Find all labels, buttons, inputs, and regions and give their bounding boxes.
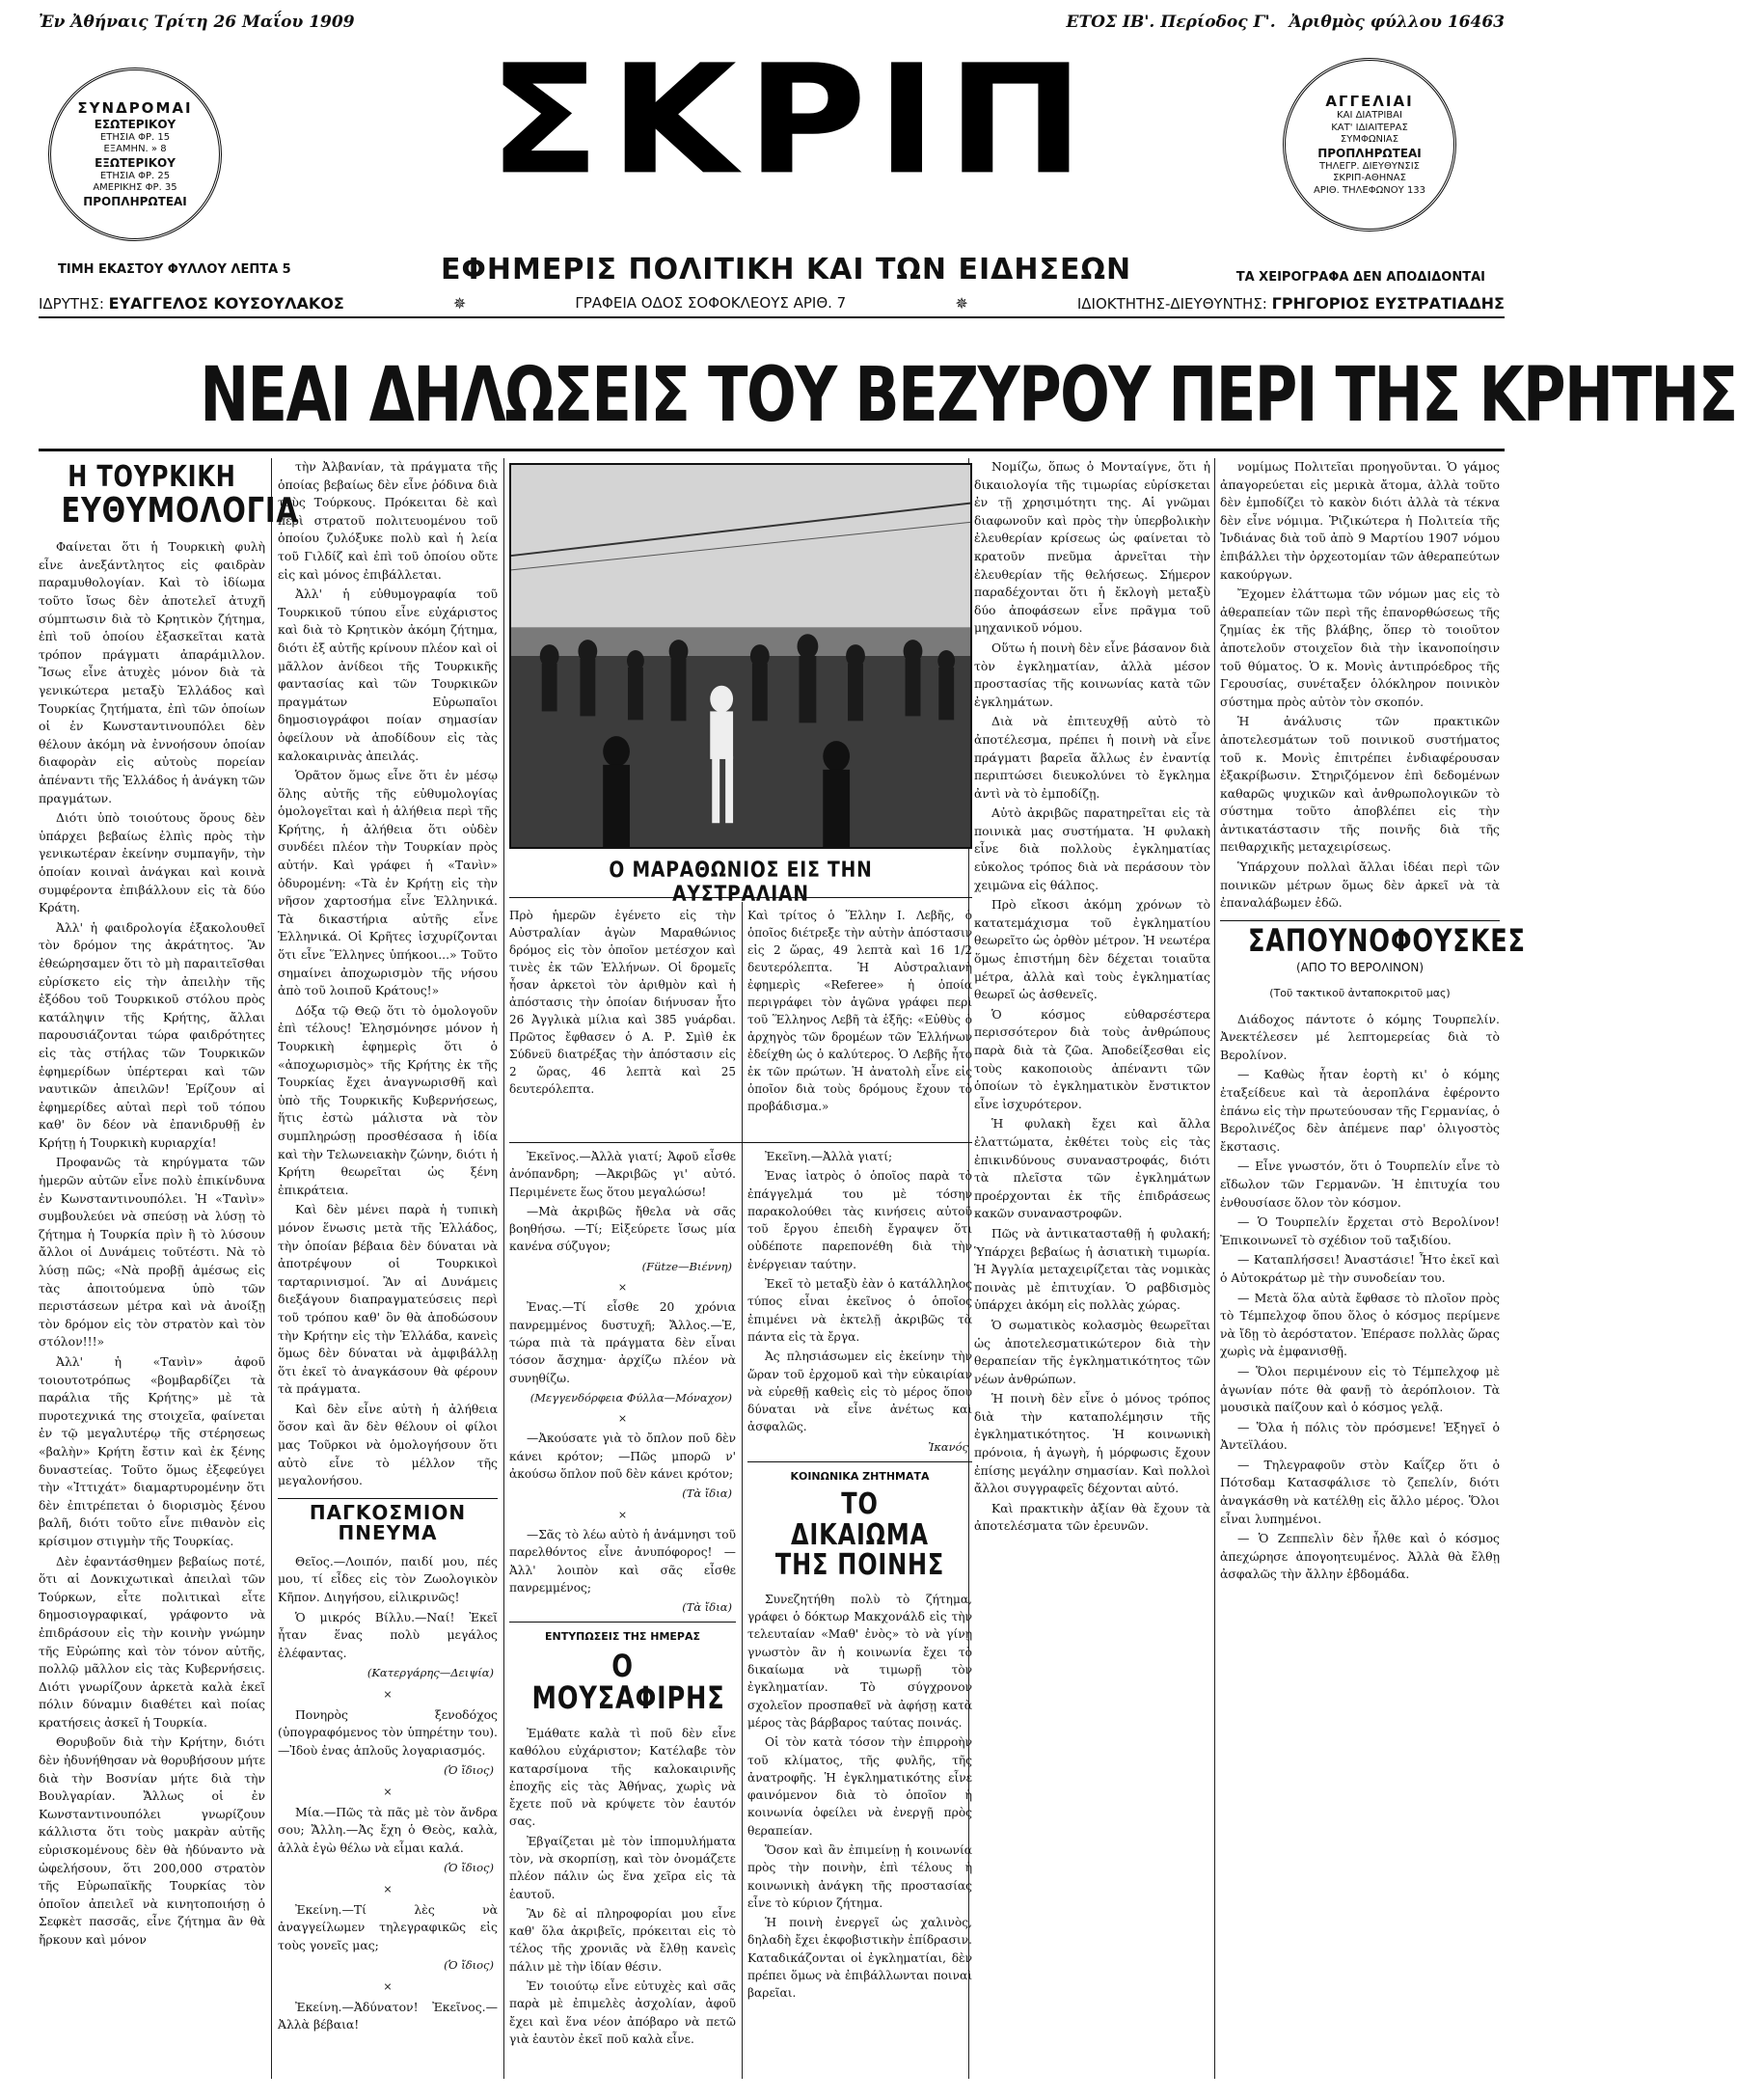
paragraph: Πῶς νὰ ἀντικατασταθῇ ἡ φυλακή; Ὑπάρχει βεβαίως ἡ ἀσιατικὴ τιμωρία. Ἡ Ἀγγλία μεταχειρίζεται τὰς νομικὰς ποινὰς μὲ ἐπιτυχίαν. Ὁ ραβδισμὸς ὑπάρχει ἀκόμη εἰς πολλὰς χώρας. <box>974 1225 1210 1313</box>
column-divider <box>503 458 504 2079</box>
main-headline: ΝΕΑΙ ΔΗΛΩΣΕΙΣ ΤΟΥ ΒΕΖΥΡΟΥ ΠΕΡΙ ΤΗΣ ΚΡΗΤΗΣ <box>200 352 1737 439</box>
section-kicker: ΚΟΙΝΩΝΙΚΑ ΖΗΤΗΜΑΤΑ <box>790 1470 930 1484</box>
joke: Ἐκείνη.—Ἀδύνατον! Ἐκεῖνος.—Ἀλλὰ βέβαια! <box>278 1999 498 2032</box>
paragraph: Οὕτω ἡ ποινὴ δὲν εἶνε βάσανον διὰ τὸν ἐγκληματίαν, ἀλλὰ μέσον προστασίας τῆς κοινωνίας κατὰ τῶν ἐγκλημάτων. <box>974 640 1210 709</box>
paragraph: Φαίνεται ὅτι ἡ Τουρκικὴ φυλὴ εἶνε ἀνεξάντλητος εἰς φαιδρὰν παραμυθολογίαν. Καὶ τὸ ἰδίωμα τοῦτο ἴσως δὲν ἀποτελεῖ ἀτυχῆ σύμπτωσιν διὰ τὸ Κρητικὸν ζήτημα, ἐπὶ τοῦ ὁποίου ἐξασκεῖται κατὰ τρόπον πράγματι ἀπαράμιλλον. Ἴσως εἶνε ἀτυχὲς μόνον διὰ τὰ γενικώτερα μεταξὺ Ἑλλάδος καὶ Τουρκίας ζητήματα, ἐπὶ τῶν ὁποίων οἱ ἐν Κωνσταντινουπόλει δὲν θέλουν ἀκόμη νὰ ἐννοήσουν ὁποίαν διαφορὰν εἰς αὐτοὺς πορείαν ἀπέναντι τῆς Ἑλλάδος ἡ ἀνάγκη τῶν πραγμάτων. <box>39 539 265 805</box>
article-title-line2: ΕΥΘΥΜΟΛΟΓΙΑ <box>61 490 299 531</box>
soap-bubbles-subtitle: (ΑΠΟ ΤΟ ΒΕΡΟΛΙΝΟΝ) <box>1295 961 1425 975</box>
joke-source: (Κατεργάρης—Δειψία) <box>366 1666 494 1680</box>
year-text: ΕΤΟΣ ΙΒ'. Περίοδος Γ'. <box>1066 13 1276 32</box>
subscriptions-america: ΑΜΕΡΙΚΗΣ ΦΡ. 35 <box>93 182 177 194</box>
paragraph: — Ὁ Ζεππελὶν δὲν ἦλθε καὶ ὁ κόσμος ἀπεχώρησε ἀπογοητευμένος. Ἀλλὰ θὰ ἔλθῃ ἀσφαλῶς τὴν ἄλλην ἑβδομάδα. <box>1220 1531 1500 1582</box>
column-turkish-humor <box>39 458 299 2079</box>
correspondent-note: (Τοῦ τακτικοῦ ἀνταποκριτοῦ μας) <box>1269 987 1451 1000</box>
paragraph: Ἐκεῖνη.—Ἀλλὰ γιατί; <box>765 1150 893 1163</box>
ads-seal <box>1283 58 1456 232</box>
paragraph: Καὶ δὲν εἶνε αὐτὴ ἡ ἀλήθεια ὅσον καὶ ἂν δὲν θέλουν οἱ φίλοι μας Τοῦρκοι νὰ ὁμολογήσουν ὅτι αὐτὸ εἶνε τὸ μέλλον τῆς μεγαλονήσου. <box>278 1401 498 1488</box>
paragraph: Ἀλλ' ἡ «Τανὶν» ἀφοῦ τοιουτοτρόπως «βομβαρδίζει τὰ παράλια τῆς Κρήτης» μὲ τὰ πυροτεχνικά της στοιχεῖα, φαίνεται ἐν τῷ μεγαλυτέρῳ τῆς στέρησεως «βαλὴν» Κρήτη ἔστιν καὶ ἐκ ξένης δυναστείας. Τοῦτο ὅμως ἐξεφεύγει τὴν «Ἰττιχάτ» διαμαρτυρομένην ὅτι δὲν ἐπιτρέπεται ὁ διορισμὸς ξένου βαλῆ, διότι τοῦτο εἶνε πιθανὸν εἰς κρίσιμον στιγμὴν τῆς Τουρκίας. <box>39 1354 265 1548</box>
date-text: Ἐν Ἀθήναις Τρίτη 26 Μαΐου 1909 <box>39 13 355 32</box>
paragraph: Διάδοχος πάντοτε ὁ κόμης Τουρπελίν. Ἀνεκτέλεσεν μέ λεπτομερείας διὰ τὸ Βερολίνον. <box>1220 1011 1500 1062</box>
star-icon: ✵ <box>955 293 968 313</box>
paragraph: Ἐν τοιούτῳ εἶνε εὐτυχὲς καὶ σᾶς παρὰ μὲ ἐπιμελὲς ἀσχολίαν, ἀφοῦ ἔχει καὶ ἕνα νέον ἀπόβαρο νὰ πετῶ γιὰ ἑαυτὸν ἐκεῖ ποῦ καλὰ εἶνε. <box>509 1979 736 2046</box>
paragraph: Ἐκεῖ τὸ μεταξὺ ἐὰν ὁ κατάλληλος τύπος εἶναι ἐκεῖνος ὁ ὁποῖος ἐπιμένει νὰ ἐκτελῇ ἀκριβῶς τὰ πάντα εἰς τὰ ἔργα. <box>747 1277 972 1344</box>
joke: —Σᾶς τὸ λέω αὐτὸ ἡ ἀνάμνησι τοῦ παρελθόντος εἶνε ἀνυπόφορος! —Ἀλλ' λοιπὸν καὶ σᾶς εἶσθε πανρεμμένος; <box>509 1527 736 1595</box>
joke-source: (Μεγγενδόρφεια Φύλλα—Μόναχον) <box>529 1390 732 1405</box>
ads-phone: ΑΡΙΘ. ΤΗΛΕΦΩΝΟΥ 133 <box>1313 184 1426 196</box>
paragraph: Ὁ σωματικὸς κολασμὸς θεωρεῖται ὡς ἀποτελεσματικώτερον διὰ τὴν θεραπείαν τῆς ἐγκληματικότητος τῶν νέων ἀνθρώπων. <box>974 1317 1210 1386</box>
column-5 <box>974 458 1210 2079</box>
joke-source: (Fütze—Βιέννη) <box>641 1259 732 1273</box>
marathon-text-left: Πρὸ ἡμερῶν ἐγένετο εἰς τὴν Αὐστραλίαν ἀγὼν Μαραθώνιος δρόμος εἰς τὸν ὁποῖον μετέσχον καὶ τινὲς ἐκ τῶν Ἑλλήνων. Οἱ δρομεῖς ἦσαν ἀρκετοὶ τὸν ἀριθμὸν καὶ ἡ ἀπόστασις τὴν ὁποίαν διήνυσαν ἦτο 26 Ἀγγλικὰ μίλια καὶ 385 γυάρδαι. Πρῶτος ἔφθασεν ὁ Α. Ρ. Σμὶθ ἐκ Σύδνεϋ διατρέξας τὴν ἀπόστασιν εἰς 2 ὥρας, 46 λεπτὰ καὶ 25 δευτερόλεπτα. <box>509 909 736 1096</box>
paragraph: Ἡ ποινὴ ἐνεργεῖ ὡς χαλινὸς, δηλαδὴ ἔχει ἐκφοβιστικὴν ἐπίδρασιν. Καταδικάζονται οἱ ἐγκληματίαι, δὲν πρέπει ὅμως νὰ ἐπιβάλλωνται ποιναὶ βαρεῖαι. <box>747 1916 972 2001</box>
paragraph: Νομίζω, ὅπως ὁ Μονταίγνε, ὅτι ἡ δικαιολογία τῆς τιμωρίας εὑρίσκεται ἐν τῇ χρησιμότητι της. Αἱ γνῶμαι διαφωνοῦν καὶ πρὸς τὴν ὑπερβολικὴν ἐλευθερίαν κρίσεως ὡς φαίνεται τὸ κρατοῦν πνεῦμα ἀρνεῖται τὴν ἐλευθερίαν τῆς θελήσεως. Σήμερον παραδέχονται ὅτι ἡ ἔκλογὴ μεταξὺ δύο ἀποφάσεων εἶνε πρᾶγμα τοῦ μηχανικοῦ νόμου. <box>974 459 1210 636</box>
paragraph: Ὁρᾶτον ὅμως εἶνε ὅτι ἐν μέσῳ ὅλης αὐτῆς τῆς εὐθυμολογίας ὁμολογεῖται καὶ ἡ ἀλήθεια περὶ τῆς Κρήτης, ἡ ἀλήθεια ὅτι οὐδὲν συνδέει πλέον τὴν Τουρκίαν πρὸς αὐτήν. Καὶ γράφει ἡ «Τανὶν» ὀδυρομένη: «Τὰ ἐν Κρήτῃ εἰς τὴν νῆσον χαρτοσήμα εἶνε Ἑλληνικά. Τὰ δικαστήρια αὐτῆς εἶνε Ἑλληνικά. Οἱ Κρῆτες ἰσχυρίζονται ὅτι εἶνε Ἕλληνες ὑπήκοοι...» Τοῦτο σημαίνει ἀποχωρισμὸν τῆς νήσου ἀπὸ τοῦ λοιποῦ Κράτους!» <box>278 768 498 998</box>
subscriptions-foreign-year: ΕΤΗΣΙΑ ΦΡ. 25 <box>99 170 171 181</box>
section-rule <box>1220 920 1500 921</box>
marathon-photo-image <box>511 465 970 847</box>
joke-source: (Τὰ ἴδια) <box>682 1600 732 1615</box>
joke: Ἐνας.—Τί εἶσθε 20 χρόνια πανρεμμένος δυστυχῆ; Ἄλλος.—Ἐ, τώρα πιὰ τὰ πράγματα δὲν εἶναι τόσον ἄσχημα· ἀρχίζω πλέον νὰ συνηθίζω. <box>509 1300 736 1385</box>
column-4-lower <box>747 1148 972 2079</box>
paragraph: Καὶ δὲν μένει παρὰ ἡ τυπικὴ μόνον ἕνωσις μετὰ τῆς Ἑλλάδος, τὴν ὁποίαν βέβαια δὲν δύναται νὰ ἀποτρέψουν οἱ Τουρκικοὶ ταρταρινισμοί. Ἂν αἱ Δυνάμεις διεξάγουν διαπραγματεύσεις περὶ τοῦ τρόπου καθ' ὃν θὰ ἀποδώσουν τὴν Κρήτην εἰς τὴν Ἑλλάδα, κανεὶς ὅμως δὲν δύναται νὰ ἀμφιβάλλῃ ὅτι ἐκεῖ τὸ ἀναγκάσουν θὰ φέρουν τὰ πράγματα. <box>278 1202 498 1397</box>
article-title <box>61 460 299 531</box>
paragraph: Δὲν ἐφαντάσθημεν βεβαίως ποτέ, ὅτι αἱ Δονκιχωτικαὶ ἀπειλαὶ τῶν Τούρκων, εἶτε πολιτικαὶ εἶτε δημοσιογραφικαί, γράφοντο νὰ ἐπιδράσουν εἰς τὴν κοινὴν γνώμην τῆς Εὐρώπης καὶ τὸν τόνον αὐτῆς, πολλῷ μᾶλλον εἰς τὰς Κυβερνήσεις. Διότι γνωρίζουν ἀρκετὰ καλὰ ἐκεῖ πόλιν δύναμιν διαθέτει καὶ ποίας κρατήσεις ἀσκεῖ ἡ Τουρκία. <box>39 1553 265 1730</box>
paragraph: Ὑπάρχουν πολλαὶ ἄλλαι ἰδέαι περὶ τῶν ποινικῶν μέτρων ὅμως δὲν ἀρκεῖ νὰ τὰ ἐπαναλάβωμεν ἐδῶ. <box>1220 859 1500 911</box>
ads-title: ΑΓΓΕΛΙΑΙ <box>1325 92 1414 110</box>
separator: × <box>617 1508 628 1521</box>
section-rule <box>509 1142 972 1143</box>
paragraph: Ἀλλ' ἡ φαιδρολογία ἐξακολουθεῖ τὸν δρόμον της ἀκράτητος. Ἂν ἐθεώρησαμεν ὅτι τὸ μὴ παραιτεῖσθαι εὐρίσκετο εἰς τὴν ἀπειλὴν τῆς ἐξόδου τοῦ Τουρκικοῦ στόλου πρὸς κατάληψιν τῆς Κρήτης, ἄλλαι παρουσιάζονται τώρα φαιδρότητες εἰς τὰς στήλας τῶν Τουρκικῶν ἐφημερίδων ὑπέρτεραι καὶ τῶν ναυτικῶν ἀπειλῶν! Ἐρίζουν αἱ ἐφημερίδες αὐταὶ περὶ τοῦ τόπου καθ' ὃν δέον νὰ ἐπανιδρυθῇ ἐν Κρήτῃ ἡ Τουρκικὴ κυριαρχία! <box>39 919 265 1150</box>
separator: × <box>383 1688 393 1701</box>
paragraph: Συνεζητήθη πολὺ τὸ ζήτημα, γράφει ὁ δόκτωρ Μακχονάλδ εἰς τὴν τελευταίαν «Μαθ' ἐνὸς» τὸ νὰ γίνῃ γνωστὸν ἂν ἡ κοινωνία ἔχει τὸ δικαίωμα νὰ τιμωρῇ τὸν ἐγκληματίαν. Τὸ σύγχρονον σχολεῖον προσπαθεῖ νὰ ἀφήσῃ κατὰ μέρος τὰς βάρβαρος ταύτας ποινάς. <box>747 1592 972 1730</box>
paragraph: — Ὅλα ἡ πόλις τὸν πρόσμενε! Ἐξηγεῖ ὁ Ἀντεϊλάου. <box>1220 1419 1500 1453</box>
ads-line1: ΚΑΙ ΔΙΑΤΡΙΒΑΙ <box>1337 110 1402 122</box>
article-title-line2: ΤΗΣ ΠΟΙΝΗΣ <box>774 1548 945 1583</box>
article-title-line1: ΤΟ ΔΙΚΑΙΩΜΑ <box>791 1487 929 1552</box>
joke-source: (Ὁ ἴδιος) <box>444 1958 494 1973</box>
paragraph: Οἱ τὸν κατὰ τόσον τὴν ἐπιρροὴν τοῦ κλίματος, τῆς φυλῆς, τῆς ἀνατροφῆς. Ἡ ἐγκληματικότης εἶνε φαινόμενον διὰ τὸ ὁποῖον ἡ κοινωνία ὀφείλει νὰ ἐνεργῇ πρὸς θεραπείαν. <box>747 1735 972 1838</box>
paragraph: — Μετὰ ὅλα αὐτὰ ἔφθασε τὸ πλοῖον πρὸς τὸ Τέμπελχοφ ὅπου ὅλος ὁ κόσμος περίμενε νὰ ἴδῃ τὸ ἀερόστατον. Ἐπέρασε πολλὰς ὥρας χωρὶς νὰ ἐμφανισθῇ. <box>1220 1290 1500 1359</box>
subscriptions-domestic-year: ΕΤΗΣΙΑ ΦΡ. 15 <box>99 131 171 143</box>
article-title <box>770 1489 949 1581</box>
paragraph: — Εἶνε γνωστόν, ὅτι ὁ Τουρπελίν εἶνε τὸ εἴδωλον τῶν Γερμανῶν. Ἡ ἐπιτυχία του ἐνθουσίασε ὅλον τὸν κόσμον. <box>1220 1159 1500 1210</box>
issue-number: Ἀριθμὸς φύλλου 16463 <box>1289 13 1505 32</box>
joke: Ὁ μικρός Βίλλυ.—Ναί! Ἐκεῖ ἦταν ἕνας πολὺ μεγάλος ἐλέφαντας. <box>278 1609 498 1660</box>
column-divider <box>271 458 272 2079</box>
offices-address: ΓΡΑΦΕΙΑ ΟΔΟΣ ΣΟΦΟΚΛΕΟΥΣ ΑΡΙΘ. 7 <box>575 294 847 312</box>
joke: Πονηρὸς ξενοδόχος (ὑπογραφόμενος τὸν ὑπηρέτην του).—Ἰδοὺ ἐνας ἀπλοῦς λογαριασμός. <box>278 1706 498 1758</box>
paragraph: Διότι ὑπὸ τοιούτους ὅρους δὲν ὑπάρχει βεβαίως ἐλπὶς πρὸς τὴν γενικωτέραν ἐκείνην συμπαγῆν, τὴν ὁποίαν κοιναὶ ἀνάγκαι καὶ κοινὰ συμφέροντα ἐπιβάλλουν εἰς τὰ δύο Κράτη. <box>39 810 265 915</box>
paragraph: Ἂν δὲ αἱ πληροφορίαι μου εἶνε καθ' ὅλα ἀκριβεῖς, πρόκειται εἰς τὸ τέλος τῆς χρονιᾶς νὰ ἔλθῃ κανεὶς πάλιν μὲ τὴν ἰδίαν θέσιν. <box>509 1906 736 1974</box>
paragraph: Καὶ πρακτικὴν ἀξίαν θὰ ἔχουν τὰ ἀποτελέσματα τῶν ἐρευνῶν. <box>974 1500 1210 1534</box>
owner <box>1077 294 1505 313</box>
column-6 <box>1220 458 1526 2079</box>
separator: × <box>383 1785 393 1798</box>
separator: × <box>383 1979 393 1993</box>
paragraph: — Ὁ Τουρπελίν ἔρχεται στὸ Βερολίνον! Ἐπικοινωνεῖ τὸ σχέδιον τοῦ ταξιδίου. <box>1220 1214 1500 1247</box>
photo-caption: Ο ΜΑΡΑΘΩΝΙΟΣ ΕΙΣ ΤΗΝ ΑΥΣΤΡΑΛΙΑΝ <box>609 859 873 907</box>
marathon-text-right: Καὶ τρίτος ὁ Ἕλλην Ι. Λεβῆς, ὁ ὁποῖος διέτρεξε τὴν αὐτὴν ἀπόστασιν εἰς 2 ὥρας, 49 λεπτὰ καὶ 16 1/2 δευτερόλεπτα. Ἡ Αὐστραλιανὴ ἐφημερὶς «Referee» ἡ ὁποία περιγράφει τὸν ἀγῶνα γράφει περὶ τοῦ Ἕλληνος Λεβῆ τὰ ἑξῆς: «Εὐθὺς ὁ ἀρχηγὸς τῶν δρομέων τῶν Ἑλλήνων ἐδείχθη ὡς ὁ καλύτερος. Ὁ Λεβῆς ἦτο ἐκ τῶν πρώτων. Ἡ ἀνατολὴ εἶνε εἰς ὁποῖον διὰ τοὺς δρόμους ἔχουν τὸ προβάδισμα.» <box>747 909 972 1113</box>
paragraph: Ἡ φυλακὴ ἔχει καὶ ἄλλα ἐλαττώματα, ἐκθέτει τοὺς εἰς τὰς ἐπικινδύνους συναναστροφάς, διότι τὰ πλεῖστα τῶν ἐγκλημάτων προέρχονται ἐκ τῆς ἐπιδράσεως κακῶν συναναστροφῶν. <box>974 1116 1210 1221</box>
owner-label: ΙΔΙΟΚΤΗΤΗΣ-ΔΙΕΥΘΥΝΤΗΣ: <box>1076 294 1267 313</box>
joke: Ἐκεῖνος.—Ἀλλὰ γιατί; Ἀφοῦ εἶσθε ἀνόπανδρη; —Ἀκριβῶς γι' αὐτό. Περιμένετε ἕως ὅτου μεγαλώσω! <box>509 1150 736 1199</box>
paragraph: Πρὸ εἴκοσι ἀκόμη χρόνων τὸ κατατεμάχισμα τοῦ ἐγκληματίου θεωρεῖτο ὡς ὀρθὸν μέτρον. Ἡ νεωτέρα ὅμως ἐπιστήμη δὲν δέχεται τοιαῦτα μέτρα, ἀλλὰ καὶ τοὺς ἐγκληματίας θεωρεῖ ὡς ἀσθενεῖς. <box>974 897 1210 1002</box>
title-block <box>482 32 1099 209</box>
subscriptions-seal <box>48 68 222 241</box>
paragraph: Ἐνας ἰατρὸς ὁ ὁποῖος παρὰ τὸ ἐπάγγελμά του μὲ τόσην παρακολούθει τὰς κινήσεις αὐτοῦ τοῦ ἔργου ἐπειδὴ ἔγραψεν ὅτι οὐδέποτε παρεπονέθη διὰ τὴν ἐνέργειαν ταύτην. <box>747 1169 972 1271</box>
column-2 <box>278 458 498 2079</box>
separator: × <box>383 1882 393 1895</box>
ads-telegraph: ΤΗΛΕΓΡ. ΔΙΕΥΘΥΝΣΙΣ <box>1318 160 1420 172</box>
founders-row <box>39 289 1505 318</box>
paragraph: — Καθὼς ἦταν ἑορτὴ κι' ὁ κόμης ἐταξείδευε καὶ τὰ ἀεροπλάνα ἐφέροντο ἐπάνω εἰς τὴν πρωτεύουσαν τῆς Γερμανίας, ὁ Βερολινέζος δὲν ἀπέμενε παρ' ὀλιγοστὸς ἔκστασις. <box>1220 1067 1500 1154</box>
paragraph: Θορυβοῦν διὰ τὴν Κρήτην, διότι δὲν ἠδυνήθησαν νὰ θορυβήσουν μήτε διὰ τὴν Βοσνίαν μήτε διὰ τὴν Βουλγαρίαν. Ἄλλως οἱ ἐν Κωνσταντινουπόλει γνωρίζουν κάλλιστα ὅτι τοὺς μακρὰν αὐτῆς εὐρισκομένους δὲν θὰ ἠδύναντο νὰ ὠφελήσουν, ὅτι 200,000 στρατὸν τῆς Εὐρωπαϊκῆς Τουρκίας τὸν ὁποῖον ἀπειλεῖ νὰ κινητοποιήσῃ ὁ Σεφκὲτ πασσᾶς, εἶνε ζήτημα ἂν θὰ ἤρκουν καὶ μόνον <box>39 1734 265 1948</box>
paragraph: Ἡ ἀνάλυσις τῶν πρακτικῶν ἀποτελεσμάτων τοῦ ποινικοῦ συστήματος τοῦ κ. Μονὶς ἐπιτρέπει ἐνδιαφέρουσαν ἐξακρίβωσιν. Στηριζόμενον ἐπὶ δεδομένων καθαρῶς ψυχικῶν καὶ ἀνθρωπολογικῶν τὸ σύστημα τοῦτο ἀποβλέπει εἰς τὴν ἀντικατάστασιν τῆς ποινῆς διὰ τῆς πειθαρχικῆς μεταχειρίσεως. <box>1220 714 1500 855</box>
article-title-line1: Η ΤΟΥΡΚΙΚΗ <box>68 460 236 494</box>
founder-label: ΙΔΡΥΤΗΣ: <box>39 294 104 313</box>
joke: Ἐκείνη.—Τί λὲς νὰ ἀναγγείλωμεν τηλεγραφικῶς εἰς τοὺς γονεῖς μας; <box>278 1901 498 1952</box>
paragraph: — Ὅλοι περιμένουν εἰς τὸ Τέμπελχοφ μὲ ἀγωνίαν πότε θὰ φανῇ τὸ ἀερόπλοιον. Τὰ μουσικὰ παίζουν καὶ ὁ κόσμος γελᾷ. <box>1220 1363 1500 1415</box>
ads-address: ΣΚΡΙΠ-ΑΘΗΝΑΣ <box>1333 173 1406 184</box>
joke-source: (Ὁ ἴδιος) <box>444 1763 494 1778</box>
paragraph: Ἐβγαίζεται μὲ τὸν ἱππομυλήματα τὸν, νὰ σκορπίσῃ, καὶ τὸν ὀνομάζετε πλέον πάλιν ὡς ἕνα χεῖρα εἰς τὰ ἑαυτοῦ. <box>509 1834 736 1901</box>
section-rule <box>278 1498 498 1499</box>
section-rule <box>509 1622 736 1623</box>
section-rule <box>747 1461 972 1462</box>
paragraph: Ἔχομεν ἐλάττωμα τῶν νόμων μας εἰς τὸ ἀθεραπείαν τῶν περὶ τῆς ἐπανορθώσεως τῆς ζημίας ἐκ τῆς βλάβης, ὅπερ τὸ τοιοῦτον ἀποτελοῦν στοιχεῖον διὰ τὴν ἱκανοποίησιν τοῦ θύματος. Ὁ κ. Μονὶς ἀντιπρόεδρος τῆς Γερουσίας, συνέταξεν ὁλόκληρον ποινικὸν σύστημα πρὸς αὐτὸν τὸν σκοπόν. <box>1220 586 1500 709</box>
manuscripts-notice: ΤΑ ΧΕΙΡΟΓΡΑΦΑ ΔΕΝ ΑΠΟΔΙΔΟΝΤΑΙ <box>1235 270 1485 285</box>
ads-line3: ΣΥΜΦΩΝΙΑΣ <box>1340 134 1399 146</box>
subscriptions-title: ΣΥΝΔΡΟΜΑΙ <box>77 99 193 118</box>
caption-rule <box>509 897 972 898</box>
paragraph: Προφανῶς τὰ κηρύγματα τῶν ἡμερῶν αὐτῶν εἶνε πολὺ ἐπικίνδυνα ἐν Κωνσταντινουπόλει. Ἡ «Τανὶν» συμβουλεύει νὰ σπεύσῃ νὰ λύσῃ τὸ ζήτημα ἡ Τουρκία πρὶν ἢ τὸ λύσουν ἄλλοι οἱ Δυνάμεις τοῦτέστι. Νὰ τὸ λύσῃ πῶς; «Νὰ προβῇ ἀμέσως εἰς τὰς ἀποιτούμενα ὑπὸ τῶν περιστάσεων μέτρα καὶ νὰ ἀνοίξῃ τὸν δρόμον εἰς τὸν στρατὸν καὶ τὸν στόλον!!!» <box>39 1155 265 1350</box>
separator: × <box>617 1281 628 1295</box>
owner-name: ΓΡΗΓΟΡΙΟΣ ΕΥΣΤΡΑΤΙΑΔΗΣ <box>1271 293 1505 313</box>
paragraph: Ὁ κόσμος εὐθαρσέστερα περισσότερον διὰ τοὺς ἀνθρώπους παρὰ διὰ τὰ ζῶα. Ἀποδείξεσθαι εἰς τοὺς κακοποιοὺς ἀπέναντι τῶν ὁποίων τὸ ἐγκληματικὸν ἔνστικτον εἶνε ἰσχυρότερον. <box>974 1006 1210 1111</box>
separator: × <box>617 1412 628 1426</box>
founder-name: ΕΥΑΓΓΕΛΟΣ ΚΟΥΣΟΥΛΑΚΟΣ <box>108 293 344 313</box>
section-kicker: ΕΝΤΥΠΩΣΕΙΣ ΤΗΣ ΗΜΕΡΑΣ <box>544 1630 701 1644</box>
article-signature: Ἰκανός <box>928 1439 968 1454</box>
paragraph: Ὅσον καὶ ἂν ἐπιμείνῃ ἡ κοινωνία πρὸς τὴν ποινὴν, ἐπὶ τέλους ἡ κοινωνικὴ ἀνάγκη τῆς προστασίας εἶνε τὸ κύριον ζήτημα. <box>747 1843 972 1910</box>
subscriptions-prepaid: ΠΡΟΠΛΗΡΩΤΕΑΙ <box>83 194 187 208</box>
column-3-lower <box>509 1148 736 2079</box>
masthead <box>39 32 1505 309</box>
paragraph: Διὰ νὰ ἐπιτευχθῇ αὐτὸ τὸ ἀποτέλεσμα, πρέπει ἡ ποινὴ νὰ εἶνε πράγματι βαρεῖα ἄλλως ἐν ἐναντίᾳ περιπτώσει διευκολύνει τὸ ἔγκλημα ἀντὶ νὰ τὸ ἐμποδίζῃ. <box>974 714 1210 801</box>
headline-rule <box>39 449 1505 451</box>
paragraph: Ἀς πλησιάσωμεν εἰς ἐκείνην τὴν ὥραν τοῦ ἐρχομοῦ καὶ τὴν εὐκαιρίαν νὰ εὑρεθῇ καθεὶς εἰς τὸ μέρος ὅπου δύναται νὰ εἶνε ἀνέτως καὶ ἀσφαλῶς. <box>747 1350 972 1434</box>
joke: Θεῖος.—Λοιπόν, παιδί μου, πές μου, τί εἶδες εἰς τὸν Ζωολογικὸν Κῆπον. Διηγήσου, εἰλικρινῶς! <box>278 1553 498 1605</box>
paragraph: τὴν Ἀλβανίαν, τὰ πράγματα τῆς ὁποίας βεβαίως δὲν εἶνε ῥόδινα διὰ τοὺς Τούρκους. Πρόκειται δὲ καὶ περὶ στρατοῦ πολιτευομένου τοῦ ὁποίου ζυλόξυκε πολὺ καὶ ἡ λεία τοῦ Γιλδίζ καὶ ἐπὶ τοῦ ὁποίου οὔτε εἰς καὶ μόνος ἐπιβάλλεται. <box>278 459 498 582</box>
paragraph: — Καταπλήσσει! Ἀναστάσιε! Ἦτο ἐκεῖ καὶ ὁ Αὐτοκράτωρ μὲ τὴν συνοδείαν του. <box>1220 1252 1500 1285</box>
price-text: ΤΙΜΗ ΕΚΑΣΤΟΥ ΦΥΛΛΟΥ ΛΕΠΤΑ 5 <box>58 262 291 277</box>
marathon-photo <box>509 463 972 849</box>
paragraph: νομίμως Πολιτεῖαι προηγοῦνται. Ὁ γάμος ἀπαγορεύεται εἰς μερικὰ ἄτομα, ἀλλὰ τοῦτο δὲν ἐμποδίζει τὸ κακὸν διότι ἀλλὰ τὰ τέκνα δὲν εἶνε νόμιμα. Ῥιζικώτερα ἡ Πολιτεία τῆς Ἰνδιάνας διὰ τοῦ ἀπὸ 9 Μαρτίου 1907 νόμου ἐπιβάλλει τὴν ὀρχεοτομίαν τῶν ἀθεραπεύτων κακούργων. <box>1220 459 1500 582</box>
star-icon: ✵ <box>452 293 467 313</box>
founder <box>39 294 344 313</box>
column-divider <box>1214 458 1215 2079</box>
column-divider <box>742 902 743 2079</box>
soap-bubbles-title: ΣΑΠΟΥΝΟΦΟΥΣΚΕΣ <box>1248 921 1526 959</box>
paragraph: Αὐτὸ ἀκριβῶς παρατηρεῖται εἰς τὰ ποινικὰ μας συστήματα. Ἡ φυλακὴ εἶνε διὰ πολλοὺς ἐγκληματίας εὐκολος τρόπος διὰ νὰ περάσουν τὸν χειμῶνα εἰς θάλπος. <box>974 805 1210 892</box>
paragraph: Ἡ ποινὴ δὲν εἶνε ὁ μόνος τρόπος διὰ τὴν καταπολέμησιν τῆς ἐγκληματικότητος. Ἡ κοινωνικὴ πρόνοια, ἡ ἀγωγὴ, ἡ μόρφωσις ἔχουν ἐπίσης μεγάλην σημασίαν. Καὶ πολλοὶ ἄλλοι συγγραφεῖς δέχονται αὐτό. <box>974 1391 1210 1496</box>
article-title: Ο ΜΟΥΣΑΦΙΡΗΣ <box>531 1647 725 1717</box>
joke-source: (Τὰ ἴδια) <box>682 1486 732 1501</box>
ads-prepaid: ΠΡΟΠΛΗΡΩΤΕΑΙ <box>1317 146 1422 160</box>
ads-line2: ΚΑΤ' ΙΔΙΑΙΤΕΡΑΣ <box>1331 122 1408 133</box>
subscriptions-domestic-half: ΕΞΑΜΗΝ. » 8 <box>103 144 167 155</box>
world-spirit-title: ΠΑΓΚΟΣΜΙΟΝ ΠΝΕΥΜΑ <box>309 1500 467 1544</box>
newspaper-title: ΣΚΡΙΠ <box>488 32 1094 209</box>
tagline: ΕΦΗΜΕΡΙΣ ΠΟΛΙΤΙΚΗ ΚΑΙ ΤΩΝ ΕΙΔΗΣΕΩΝ <box>440 253 1132 286</box>
paragraph: Δόξα τῷ Θεῷ ὅτι τὸ ὁμολογοῦν ἐπὶ τέλους! Ἐλησμόνησε μόνον ἡ Τουρκικὴ ἐφημερὶς ὅτι ὁ «ἀποχωρισμὸς» τῆς Κρήτης ἐκ τῆς Τουρκίας ἔχει ἀναγνωρισθῆ καὶ ὑπὸ τῆς Τουρκικῆς Κυβερνήσεως, ἥτις ἐστὼ μάλιστα νὰ τὸν συμπληρώσῃ προσθέσασα ἡ ἰδία καὶ τὴν Τελωνειακὴν ζώνην, διότι ἡ Κρήτη θεωρεῖται ὡς ξένη ἐπικράτεια. <box>278 1002 498 1197</box>
joke: —Μὰ ἀκριβῶς ἤθελα νὰ σᾶς βοηθήσω. —Τί; Εἰξεύρετε ἴσως μία κανένα σύζυγον; <box>509 1204 736 1254</box>
joke: —Ἀκούσατε γιὰ τὸ ὄπλον ποῦ δὲν κάνει κρότον; —Πῶς μπορῶ ν' ἀκούσω ὅπλον ποῦ δὲν κάνει κρότον; <box>509 1432 736 1482</box>
subscriptions-domestic: ΕΣΩΤΕΡΙΚΟΥ <box>94 117 176 131</box>
subscriptions-foreign: ΕΞΩΤΕΡΙΚΟΥ <box>95 155 176 170</box>
joke: Μία.—Πῶς τὰ πᾶς μὲ τὸν ἄνδρα σου; Ἄλλη.—Ἀς ἔχη ὁ Θεὸς, καλὰ, ἀλλὰ ἐγὼ θέλω νὰ εἶμαι καλά. <box>278 1804 498 1855</box>
paragraph: Ἐμάθατε καλὰ τὶ ποῦ δὲν εἶνε καθόλου εὐχάριστον; Κατέλαβε τὸν καταρσίμονα τῆς καλοκαιρινῆς ἐποχῆς εἰς τὰς Ἀθήνας, χωρὶς νὰ ἔχετε ποῦ νὰ κρύψετε τὸν ἑαυτόν σας. <box>509 1726 736 1829</box>
joke-source: (Ὁ ἴδιος) <box>444 1861 494 1875</box>
paragraph: — Τηλεγραφοῦν στὸν Καΐζερ ὅτι ὁ Πότσδαμ Κατασφάλισε τὸ ζεπελίν, διότι ἀναγκάσθη νὰ κατέλθῃ εἰς ἄλλο μέρος. Ὅλοι εἶναι λυπημένοι. <box>1220 1457 1500 1526</box>
paragraph: Ἀλλ' ἡ εὐθυμογραφία τοῦ Τουρκικοῦ τύπου εἶνε εὐχάριστος καὶ διὰ τὸ Κρητικὸν ἀκόμη ζήτημα, διότι ἐξ αὐτῆς κρίνουν πλέον καὶ οἱ μᾶλλον ἀνίδεοι τῆς Τουρκικῆς φαντασίας καὶ τῶν Τουρκικῶν πραγμάτων Εὐρωπαῖοι δημοσιογράφοι ποίαν σημασίαν ὀφείλουν νὰ ἀποδίδουν εἰς τὰς καλοκαιρινὰς ἀπειλάς. <box>278 586 498 763</box>
